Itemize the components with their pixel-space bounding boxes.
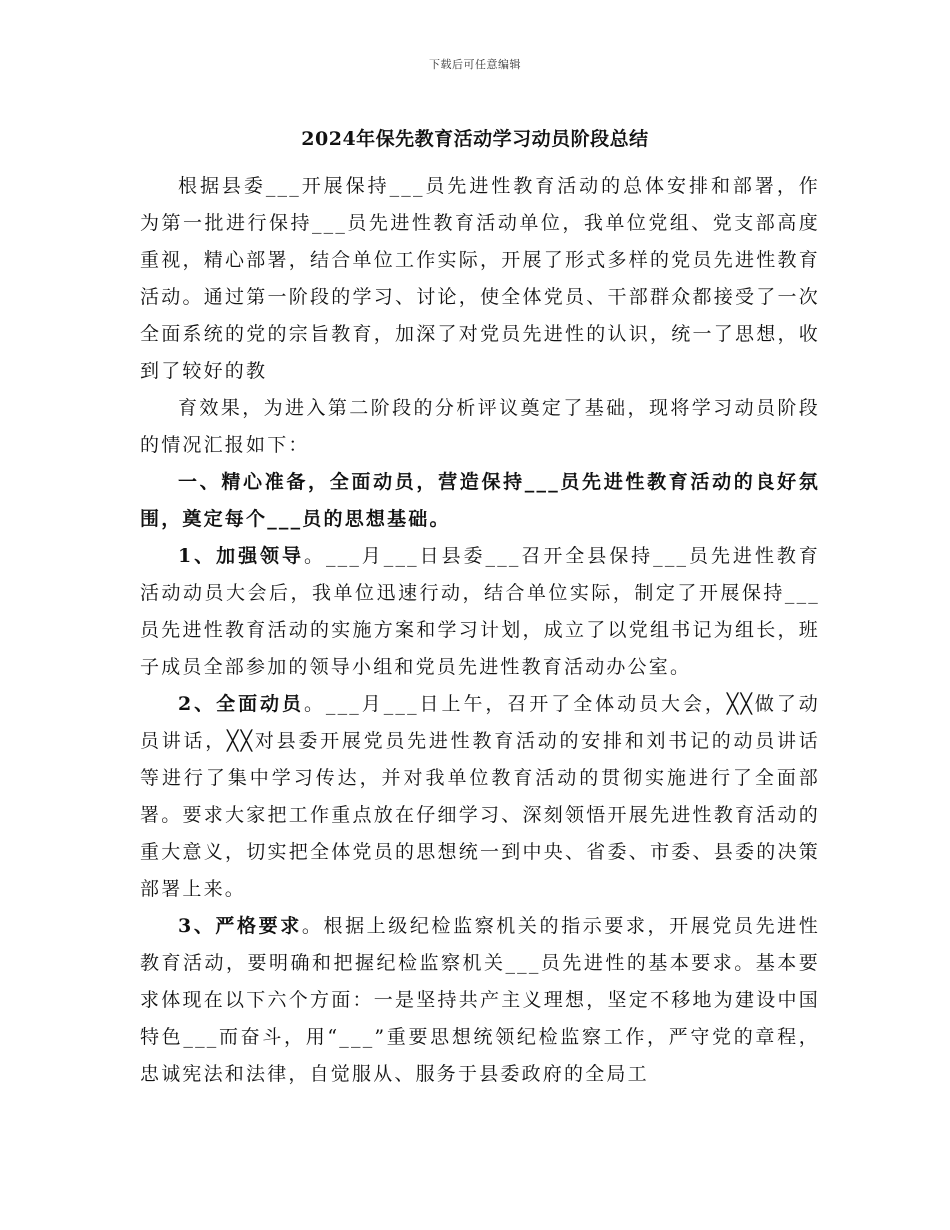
paragraph-item-1 — [140, 538, 820, 686]
paragraph-text: 。___月___日上午，召开了全体动员大会，╳╳做了动员讲话，╳╳对县委开展党员先进性教育活动的安排和刘书记的动员讲话等进行了集中学习传达，并对我单位教育活动的贯彻实施进行了全面部署。要求大家把工作重点放在仔细学习、深刻领悟开展先进性教育活动的重大意义，切实把全体党员的思想统一到中央、省委、市委、县委的决策部署上来。 — [140, 693, 821, 900]
item-lead: 3、严格要求 — [178, 915, 302, 937]
section-heading-text: 一、精心准备，全面动员，营造保持___员先进性教育活动的良好氛围，奠定每个___员的思想基础。 — [140, 471, 820, 530]
paragraph-item-2 — [140, 686, 820, 908]
paragraph-text: 。根据上级纪检监察机关的指示要求，开展党员先进性教育活动，要明确和把握纪检监察机关___员先进性的基本要求。基本要求体现在以下六个方面：一是坚持共产主义理想，坚定不移地为建设中国特色___而奋斗，用“___”重要思想统领纪检监察工作，严守党的章程，忠诚宪法和法律，自觉服从、服务于县委政府的全局工 — [140, 915, 820, 1085]
paragraph-text: 育效果，为进入第二阶段的分析评议奠定了基础，现将学习动员阶段的情况汇报如下： — [140, 397, 820, 456]
document-title: 2024年保先教育活动学习动员阶段总结 — [301, 128, 649, 150]
paragraph-intro-continued — [140, 390, 820, 464]
item-lead: 2、全面动员 — [178, 693, 304, 715]
document-body — [140, 168, 820, 1093]
paragraph-intro — [140, 168, 820, 390]
section-heading-1 — [140, 464, 820, 538]
header-note: 下载后可任意编辑 — [429, 58, 521, 71]
item-lead: 1、加强领导 — [178, 545, 304, 567]
paragraph-item-3 — [140, 908, 820, 1093]
paragraph-text: 。___月___日县委___召开全县保持___员先进性教育活动动员大会后，我单位迅速行动，结合单位实际，制定了开展保持___员先进性教育活动的实施方案和学习计划，成立了以党组书记为组长，班子成员全部参加的领导小组和党员先进性教育活动办公室。 — [140, 545, 820, 678]
paragraph-text: 根据县委___开展保持___员先进性教育活动的总体安排和部署，作为第一批进行保持___员先进性教育活动单位，我单位党组、党支部高度重视，精心部署，结合单位工作实际，开展了形式多样的党员先进性教育活动。通过第一阶段的学习、讨论，使全体党员、干部群众都接受了一次全面系统的党的宗旨教育，加深了对党员先进性的认识，统一了思想，收到了较好的教 — [140, 175, 820, 382]
